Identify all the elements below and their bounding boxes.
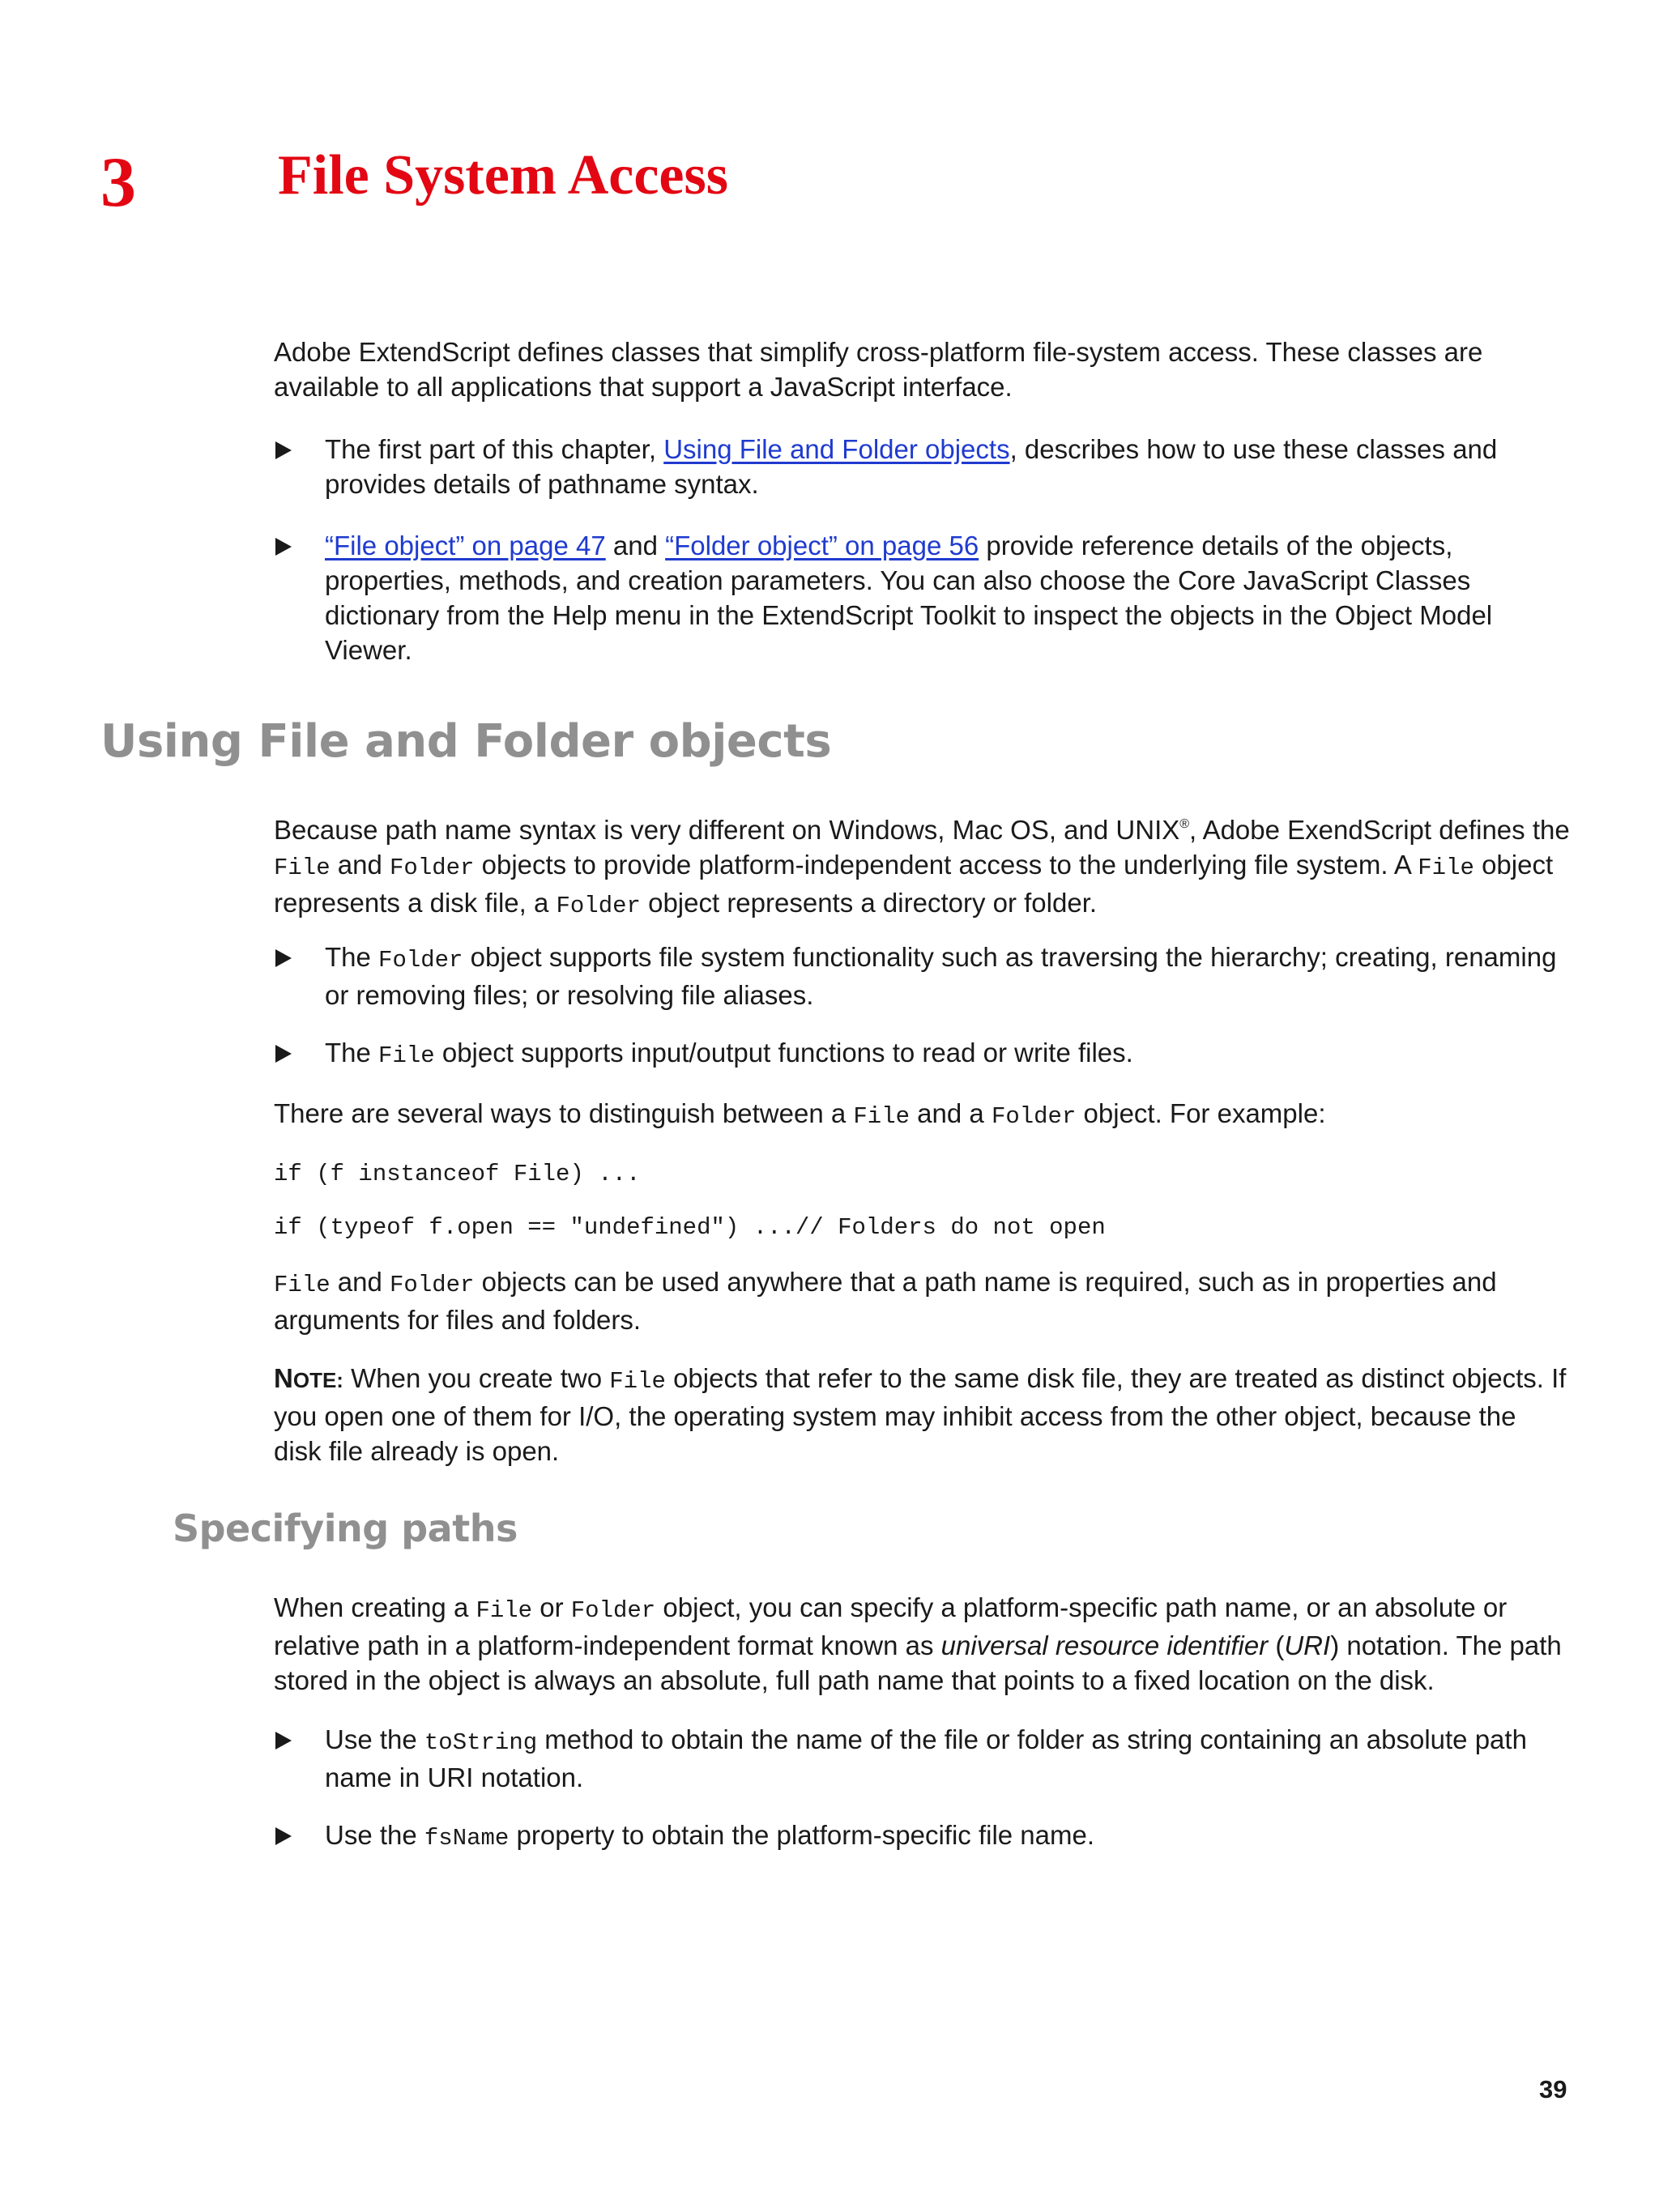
bullet-triangle-icon <box>275 441 292 459</box>
section1-paragraph-3: File and Folder objects can be used anywhere that a path name is required, such as in properties and arguments for files and folders. <box>274 1267 1497 1335</box>
section2-paragraph-1: When creating a File or Folder object, you can specify a platform-specific path name, or an absolute or relative path in a platform-independent format known as universal resource identifier (URI) notation. The path stored in the object is always an absolute, full path name that points to a fixed location on the disk. <box>274 1592 1562 1695</box>
code-tostring: toString <box>424 1729 538 1756</box>
intro-bullet-2: “File object” on page 47 and “Folder object” on page 56 provide reference details of the objects, properties, methods, and creation parameters. You can also choose the Core JavaScript Classes dictionary from the Help menu in the ExtendScript Toolkit to inspect the objects in the Object Model Viewer. <box>274 528 1570 667</box>
intro-bullet-1: The first part of this chapter, Using File and Folder objects, describes how to use these classes and provides details of pathname syntax. <box>274 432 1570 501</box>
section-heading-using-file-folder: Using File and Folder objects <box>100 715 832 768</box>
code-folder: Folder <box>390 1272 475 1298</box>
link-file-object[interactable]: “File object” on page 47 <box>325 531 606 560</box>
bullet-triangle-icon <box>275 1045 292 1063</box>
code-line-2: if (typeof f.open == "undefined") ...// Folders do not open <box>274 1214 1106 1241</box>
section1-bullet-1: The Folder object supports file system functionality such as traversing the hierarchy; creating, renaming or removing files; or resolving file aliases. <box>274 940 1570 1012</box>
section1-bullet-2: The File object supports input/output functions to read or write files. <box>274 1035 1570 1073</box>
code-folder: Folder <box>390 855 475 881</box>
bullet-triangle-icon <box>275 1732 292 1750</box>
bullet-triangle-icon <box>275 538 292 556</box>
note-paragraph: NOTE: When you create two File objects that refer to the same disk file, they are treated as distinct objects. If you open one of them for I/O, the operating system may inhibit access from the other object, because the disk file already is open. <box>274 1363 1567 1466</box>
link-using-file-and-folder-objects[interactable]: Using File and Folder objects <box>663 434 1010 464</box>
code-file: File <box>274 855 331 881</box>
bullet-triangle-icon <box>275 949 292 967</box>
code-file: File <box>609 1368 666 1395</box>
code-file: File <box>378 1042 435 1069</box>
chapter-number: 3 <box>100 143 136 222</box>
code-file: File <box>1418 855 1474 881</box>
section2-bullet-1: Use the toString method to obtain the name of the file or folder as string containing an absolute path name in URI notation. <box>274 1722 1570 1795</box>
code-file: File <box>476 1597 533 1624</box>
section2-bullet-2: Use the fsName property to obtain the platform-specific file name. <box>274 1818 1570 1856</box>
note-label: NOTE: <box>274 1363 343 1393</box>
section1-paragraph-1: Because path name syntax is very different on Windows, Mac OS, and UNIX®, Adobe ExendScript defines the File and Folder objects to provide platform-independent access to the underlying file system. A File object represents a disk file, a Folder object represents a directory or folder. <box>274 815 1570 919</box>
code-file: File <box>853 1103 911 1130</box>
section-heading-specifying-paths: Specifying paths <box>173 1507 518 1550</box>
code-folder: Folder <box>991 1103 1077 1130</box>
bullet-triangle-icon <box>275 1827 292 1845</box>
code-fsname: fsName <box>424 1825 510 1852</box>
link-folder-object[interactable]: “Folder object” on page 56 <box>665 531 979 560</box>
code-line-1: if (f instanceof File) ... <box>274 1161 641 1187</box>
section1-paragraph-2: There are several ways to distinguish between a File and a Folder object. For example: <box>274 1098 1326 1130</box>
page-number: 39 <box>1539 2075 1567 2103</box>
code-folder: Folder <box>556 893 641 919</box>
code-file: File <box>274 1272 331 1298</box>
intro-paragraph: Adobe ExtendScript defines classes that simplify cross-platform file-system access. These classes are available to all applications that support a JavaScript interface. <box>274 337 1483 402</box>
code-folder: Folder <box>570 1597 656 1624</box>
chapter-title: File System Access <box>278 144 728 207</box>
code-folder: Folder <box>378 947 463 974</box>
